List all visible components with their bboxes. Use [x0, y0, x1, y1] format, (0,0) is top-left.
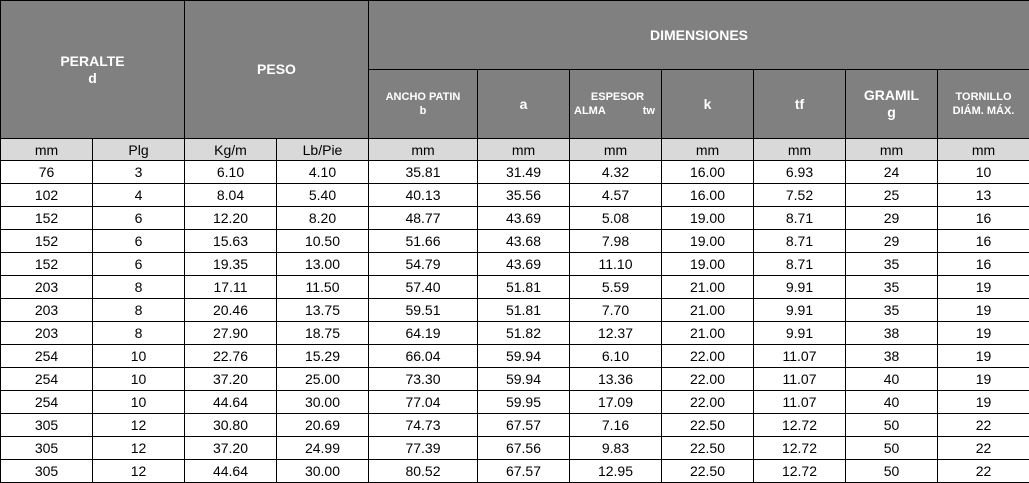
table-cell: 30.00: [277, 391, 369, 414]
table-cell: 5.40: [277, 184, 369, 207]
table-row: [1, 437, 1029, 460]
table-cell: 4.57: [570, 184, 662, 207]
table-cell: 77.39: [369, 437, 478, 460]
header-k: [662, 70, 754, 139]
table-cell: 5.08: [570, 207, 662, 230]
table-cell: 19.00: [662, 253, 754, 276]
table-cell: 6: [93, 207, 185, 230]
table-cell: 51.82: [478, 322, 570, 345]
table-cell: 7.16: [570, 414, 662, 437]
table-cell: 35: [846, 253, 938, 276]
table-cell: 12: [93, 460, 185, 483]
header-peralte: [1, 1, 185, 139]
table-cell: 6.10: [570, 345, 662, 368]
table-cell: 8.20: [277, 207, 369, 230]
unit-cell: Lb/Pie: [277, 139, 369, 161]
table-cell: 38: [846, 322, 938, 345]
table-cell: 35.81: [369, 161, 478, 184]
table-cell: 37.20: [185, 368, 277, 391]
header-espesor-line2: ALMA: [574, 104, 606, 118]
table-cell: 31.49: [478, 161, 570, 184]
table-row: [1, 161, 1029, 184]
table-cell: 4: [93, 184, 185, 207]
header-ancho-patin-label: ANCHO PATIN: [369, 90, 477, 104]
table-cell: 25.00: [277, 368, 369, 391]
table-cell: 203: [1, 276, 93, 299]
header-ancho-patin: [369, 70, 478, 139]
table-cell: 22.50: [662, 437, 754, 460]
unit-cell: mm: [754, 139, 846, 161]
table-cell: 19.00: [662, 207, 754, 230]
header-tf: [754, 70, 846, 139]
table-cell: 24.99: [277, 437, 369, 460]
table-row: [1, 345, 1029, 368]
header-row-1: [1, 1, 1029, 70]
table-cell: 51.81: [478, 276, 570, 299]
table-cell: 12: [93, 414, 185, 437]
table-cell: 9.91: [754, 299, 846, 322]
header-dimensiones: [369, 1, 1029, 70]
table-row: [1, 368, 1029, 391]
table-row: [1, 276, 1029, 299]
table-cell: 44.64: [185, 391, 277, 414]
table-cell: 22.00: [662, 368, 754, 391]
header-espesor-sub: tw: [643, 104, 655, 118]
table-cell: 8: [93, 299, 185, 322]
table-cell: 21.00: [662, 276, 754, 299]
table-cell: 13: [938, 184, 1029, 207]
table-cell: 50: [846, 414, 938, 437]
table-cell: 3: [93, 161, 185, 184]
table-cell: 76: [1, 161, 93, 184]
table-cell: 40: [846, 391, 938, 414]
table-row: [1, 414, 1029, 437]
table-cell: 59.94: [478, 368, 570, 391]
header-peralte-sub: d: [1, 70, 184, 87]
table-cell: 25: [846, 184, 938, 207]
table-cell: 64.19: [369, 322, 478, 345]
table-cell: 203: [1, 299, 93, 322]
table-cell: 12.37: [570, 322, 662, 345]
unit-cell: Kg/m: [185, 139, 277, 161]
table-cell: 8.71: [754, 230, 846, 253]
table-cell: 43.69: [478, 253, 570, 276]
header-tornillo: [938, 70, 1029, 139]
table-cell: 57.40: [369, 276, 478, 299]
table-cell: 22: [938, 414, 1029, 437]
table-cell: 67.57: [478, 460, 570, 483]
table-row: [1, 253, 1029, 276]
table-cell: 19.35: [185, 253, 277, 276]
table-cell: 35.56: [478, 184, 570, 207]
unit-cell: mm: [369, 139, 478, 161]
table-cell: 22.00: [662, 345, 754, 368]
table-cell: 12.72: [754, 460, 846, 483]
table-cell: 10: [93, 368, 185, 391]
table-cell: 73.30: [369, 368, 478, 391]
table-cell: 22.00: [662, 391, 754, 414]
table-cell: 152: [1, 230, 93, 253]
table-cell: 19: [938, 391, 1029, 414]
table-cell: 54.79: [369, 253, 478, 276]
header-gramil-label: GRAMIL: [846, 87, 937, 104]
table-cell: 6.93: [754, 161, 846, 184]
table-cell: 16: [938, 253, 1029, 276]
table-cell: 77.04: [369, 391, 478, 414]
table-cell: 38: [846, 345, 938, 368]
header-dimensiones-label: DIMENSIONES: [369, 27, 1029, 44]
table-cell: 4.32: [570, 161, 662, 184]
table-cell: 35: [846, 299, 938, 322]
table-cell: 19: [938, 322, 1029, 345]
table-cell: 59.51: [369, 299, 478, 322]
table-cell: 43.68: [478, 230, 570, 253]
table-cell: 254: [1, 391, 93, 414]
table-cell: 10: [93, 345, 185, 368]
table-cell: 7.52: [754, 184, 846, 207]
table-cell: 11.10: [570, 253, 662, 276]
header-espesor-line1: ESPESOR: [570, 90, 661, 104]
table-cell: 305: [1, 414, 93, 437]
table-cell: 8.04: [185, 184, 277, 207]
table-cell: 16: [938, 207, 1029, 230]
table-cell: 11.07: [754, 345, 846, 368]
table-cell: 11.50: [277, 276, 369, 299]
table-cell: 18.75: [277, 322, 369, 345]
table-cell: 19: [938, 276, 1029, 299]
table-cell: 6.10: [185, 161, 277, 184]
table-cell: 9.91: [754, 322, 846, 345]
table-cell: 22: [938, 460, 1029, 483]
table-cell: 20.69: [277, 414, 369, 437]
table-cell: 59.95: [478, 391, 570, 414]
unit-cell: mm: [570, 139, 662, 161]
table-cell: 35: [846, 276, 938, 299]
table-cell: 19: [938, 345, 1029, 368]
table-cell: 12.72: [754, 414, 846, 437]
header-gramil: [846, 70, 938, 139]
table-row: [1, 230, 1029, 253]
unit-cell: mm: [1, 139, 93, 161]
table-cell: 7.70: [570, 299, 662, 322]
table-cell: 24: [846, 161, 938, 184]
table-cell: 13.75: [277, 299, 369, 322]
table-row: [1, 207, 1029, 230]
header-k-label: k: [662, 96, 753, 113]
header-tornillo-line1: TORNILLO: [938, 90, 1029, 104]
table-cell: 102: [1, 184, 93, 207]
header-a-label: a: [478, 96, 569, 113]
table-cell: 22: [938, 437, 1029, 460]
table-cell: 9.83: [570, 437, 662, 460]
table-cell: 22.50: [662, 414, 754, 437]
table-cell: 10.50: [277, 230, 369, 253]
unit-cell: Plg: [93, 139, 185, 161]
table-cell: 11.07: [754, 368, 846, 391]
table-cell: 6: [93, 253, 185, 276]
table-cell: 254: [1, 368, 93, 391]
table-cell: 80.52: [369, 460, 478, 483]
table-cell: 13.00: [277, 253, 369, 276]
table-cell: 21.00: [662, 299, 754, 322]
table-cell: 8.71: [754, 207, 846, 230]
table-cell: 8.71: [754, 253, 846, 276]
table-cell: 203: [1, 322, 93, 345]
table-cell: 50: [846, 460, 938, 483]
table-row: [1, 184, 1029, 207]
table-cell: 17.11: [185, 276, 277, 299]
table-cell: 40.13: [369, 184, 478, 207]
header-tf-label: tf: [754, 96, 845, 113]
table-cell: 40: [846, 368, 938, 391]
table-cell: 12: [93, 437, 185, 460]
table-cell: 16.00: [662, 161, 754, 184]
table-cell: 8: [93, 322, 185, 345]
table-row: [1, 391, 1029, 414]
table-cell: 37.20: [185, 437, 277, 460]
table-cell: 15.63: [185, 230, 277, 253]
table-cell: 30.80: [185, 414, 277, 437]
unit-cell: mm: [846, 139, 938, 161]
table-cell: 44.64: [185, 460, 277, 483]
table-cell: 13.36: [570, 368, 662, 391]
table-cell: 6: [93, 230, 185, 253]
table-cell: 51.81: [478, 299, 570, 322]
table-cell: 7.98: [570, 230, 662, 253]
header-tornillo-line2: DIÁM. MÁX.: [938, 104, 1029, 118]
table-cell: 27.90: [185, 322, 277, 345]
table-cell: 11.07: [754, 391, 846, 414]
header-peso-label: PESO: [185, 61, 368, 78]
table-cell: 305: [1, 437, 93, 460]
table-cell: 51.66: [369, 230, 478, 253]
table-cell: 12.95: [570, 460, 662, 483]
table-cell: 19: [938, 368, 1029, 391]
table-cell: 10: [93, 391, 185, 414]
table-cell: 152: [1, 207, 93, 230]
table-cell: 10: [938, 161, 1029, 184]
table-cell: 9.91: [754, 276, 846, 299]
table-cell: 5.59: [570, 276, 662, 299]
table-cell: 48.77: [369, 207, 478, 230]
table-cell: 254: [1, 345, 93, 368]
table-cell: 4.10: [277, 161, 369, 184]
table-cell: 305: [1, 460, 93, 483]
table-row: [1, 322, 1029, 345]
table-cell: 66.04: [369, 345, 478, 368]
table-cell: 152: [1, 253, 93, 276]
header-peralte-label: PERALTE: [1, 53, 184, 70]
table-cell: 12.20: [185, 207, 277, 230]
table-cell: 16: [938, 230, 1029, 253]
header-ancho-patin-sub: b: [369, 104, 477, 118]
unit-cell: mm: [662, 139, 754, 161]
table-cell: 15.29: [277, 345, 369, 368]
table-cell: 30.00: [277, 460, 369, 483]
table-cell: 21.00: [662, 322, 754, 345]
table-cell: 59.94: [478, 345, 570, 368]
table-body: [1, 161, 1029, 483]
table-cell: 29: [846, 207, 938, 230]
units-row: [1, 139, 1029, 161]
header-gramil-sub: g: [846, 104, 937, 121]
unit-cell: mm: [938, 139, 1029, 161]
table-cell: 19: [938, 299, 1029, 322]
table-cell: 12.72: [754, 437, 846, 460]
table-cell: 20.46: [185, 299, 277, 322]
header-espesor-line2-row: [570, 104, 661, 118]
header-peso: [185, 1, 369, 139]
table-cell: 74.73: [369, 414, 478, 437]
table-cell: 29: [846, 230, 938, 253]
table-row: [1, 460, 1029, 483]
table-row: [1, 299, 1029, 322]
table-cell: 16.00: [662, 184, 754, 207]
table-cell: 50: [846, 437, 938, 460]
table-cell: 67.57: [478, 414, 570, 437]
table-cell: 8: [93, 276, 185, 299]
table-cell: 22.50: [662, 460, 754, 483]
table-cell: 67.56: [478, 437, 570, 460]
header-espesor-alma: [570, 70, 662, 139]
unit-cell: mm: [478, 139, 570, 161]
table-cell: 43.69: [478, 207, 570, 230]
table-cell: 22.76: [185, 345, 277, 368]
table-cell: 17.09: [570, 391, 662, 414]
header-a: [478, 70, 570, 139]
table-cell: 19.00: [662, 230, 754, 253]
